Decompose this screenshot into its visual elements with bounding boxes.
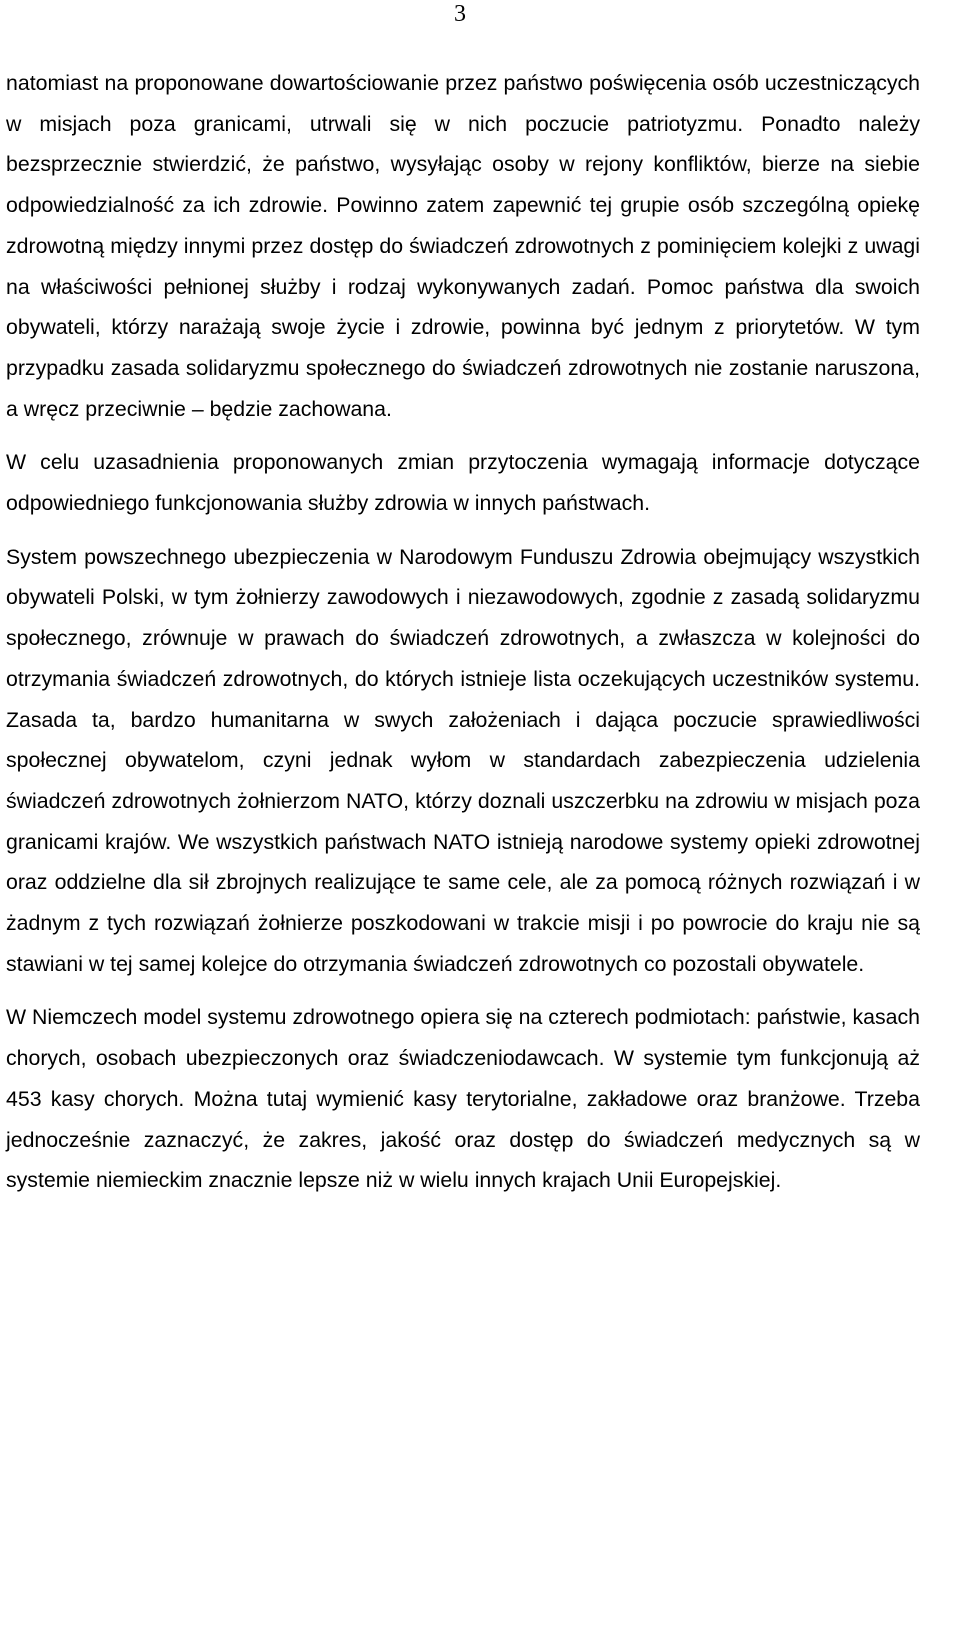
paragraph-justification: W celu uzasadnienia proponowanych zmian przytoczenia wymagają informacje dotyczące odpowiedniego funkcjonowania służby zdrowia w innych państwach. — [6, 450, 920, 516]
paragraph-patriotism: natomiast na proponowane dowartościowanie przez państwo poświęcenia osób uczestniczących w misjach poza granicami, utrwali się w nich poczucie patriotyzmu. Ponadto należy bezsprzecznie stwierdzić, że państwo, wysyłając osoby w rejony konfliktów, bierze na siebie odpowiedzialność za ich zdrowie. Powinno zatem zapewnić tej grupie osób szczególną opiekę zdrowotną między innymi przez dostęp do świadczeń zdrowotnych z pominięciem kolejki z uwagi na właściwości pełnionej służby i rodzaj wykonywanych zadań. Pomoc państwa dla swoich obywateli, którzy narażają swoje życie i zdrowie, powinna być jednym z priorytetów. W tym przypadku zasada solidaryzmu społecznego do świadczeń zdrowotnych nie zostanie naruszona, a wręcz przeciwnie – będzie zachowana. — [6, 71, 920, 421]
document-body — [6, 63, 920, 1201]
paragraph-nfz-system: System powszechnego ubezpieczenia w Narodowym Funduszu Zdrowia obejmujący wszystkich obywateli Polski, w tym żołnierzy zawodowych i niezawodowych, zgodnie z zasadą solidaryzmu społecznego, zrównuje w prawach do świadczeń zdrowotnych, a zwłaszcza w kolejności do otrzymania świadczeń zdrowotnych, do których istnieje lista oczekujących uczestników systemu. Zasada ta, bardzo humanitarna w swych założeniach i dająca poczucie sprawiedliwości społecznej obywatelom, czyni jednak wyłom w standardach zabezpieczenia udzielenia świadczeń zdrowotnych żołnierzom NATO, którzy doznali uszczerbku na zdrowiu w misjach poza granicami krajów. We wszystkich państwach NATO istnieją narodowe systemy opieki zdrowotnej oraz oddzielne dla sił zbrojnych realizujące te same cele, ale za pomocą różnych rozwiązań i w żadnym z tych rozwiązań żołnierze poszkodowani w trakcie misji i po powrocie do kraju nie są stawiani w tej samej kolejce do otrzymania świadczeń zdrowotnych co pozostali obywatele. — [6, 544, 920, 976]
page-number: 3 — [454, 1, 466, 27]
paragraph-germany: W Niemczech model systemu zdrowotnego opiera się na czterech podmiotach: państwie, kasach chorych, osobach ubezpieczonych oraz świadczeniodawcach. W systemie tym funkcjonują aż 453 kasy chorych. Można tutaj wymienić kasy terytorialne, zakładowe oraz branżowe. Trzeba jednocześnie zaznaczyć, że zakres, jakość oraz dostęp do świadczeń medycznych są w systemie niemieckim znacznie lepsze niż w wielu innych krajach Unii Europejskiej. — [6, 1005, 920, 1193]
